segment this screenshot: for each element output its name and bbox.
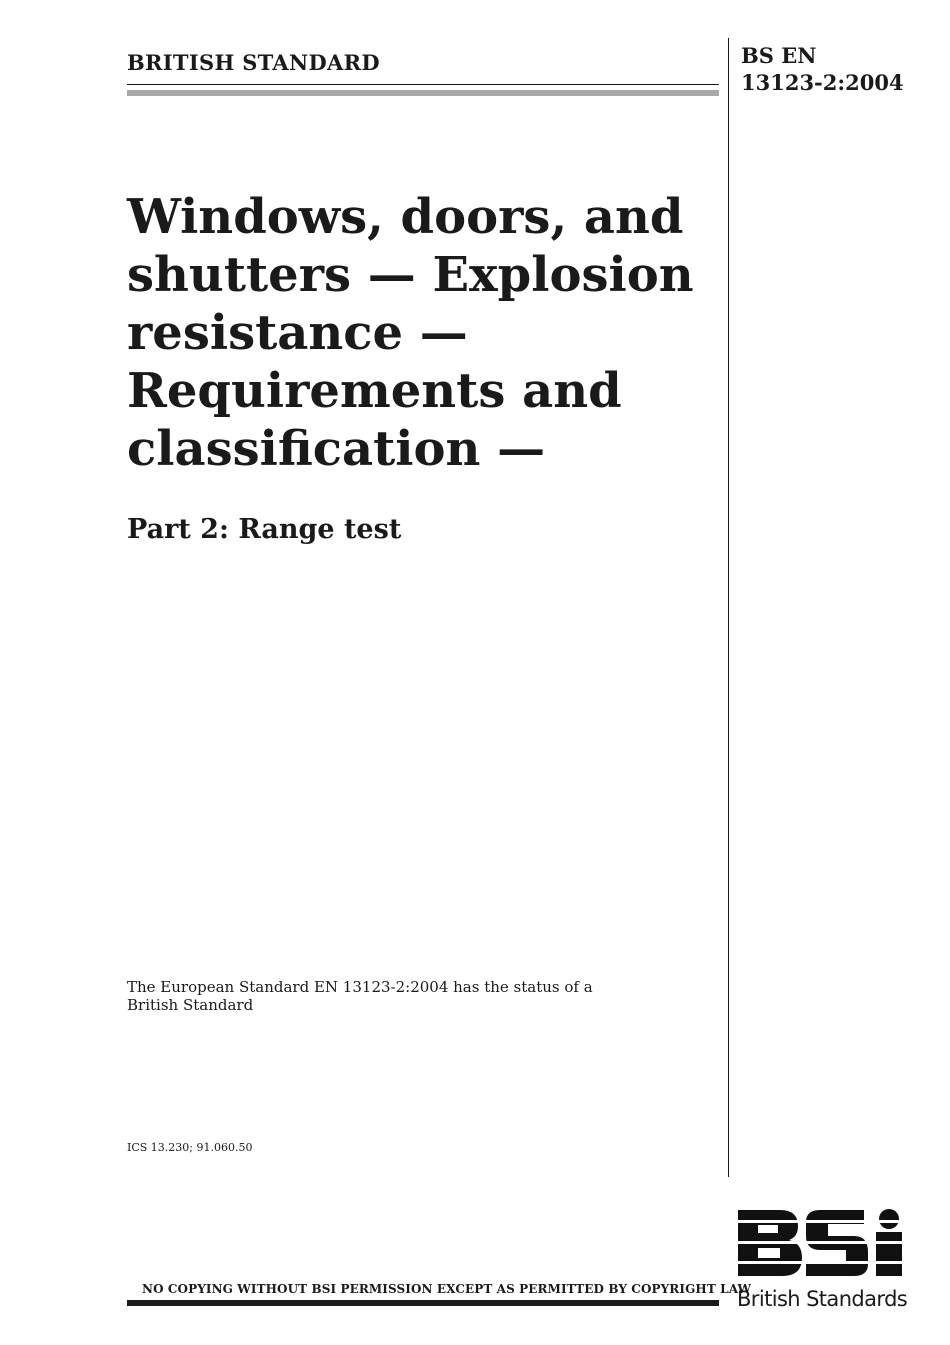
document-title [127, 188, 707, 478]
vertical-divider [728, 38, 729, 1177]
standard-number [741, 42, 941, 96]
title-line: Requirements and [127, 363, 622, 419]
header-label: BRITISH STANDARD [127, 50, 380, 75]
copyright-notice: NO COPYING WITHOUT BSI PERMISSION EXCEPT AS PERMITTED BY COPYRIGHT LAW [142, 1282, 752, 1296]
status-note [127, 978, 607, 1014]
title-line: shutters — Explosion [127, 247, 694, 303]
ics-code: ICS 13.230; 91.060.50 [127, 1141, 253, 1154]
title-line: Windows, doors, and [127, 189, 684, 245]
bsi-tagline: British Standards [737, 1287, 908, 1311]
title-line: resistance — [127, 305, 468, 361]
standard-number-line1: BS EN [741, 43, 817, 68]
document-subtitle: Part 2: Range test [127, 514, 402, 545]
status-note-line: British Standard [127, 996, 254, 1014]
standard-number-line2: 13123-2:2004 [741, 70, 904, 95]
header-rule-thin [127, 84, 719, 85]
footer-rule [127, 1300, 719, 1306]
header-rule-thick [127, 90, 719, 96]
title-line: classification — [127, 421, 546, 477]
status-note-line: The European Standard EN 13123-2:2004 has the status of a [127, 978, 593, 996]
